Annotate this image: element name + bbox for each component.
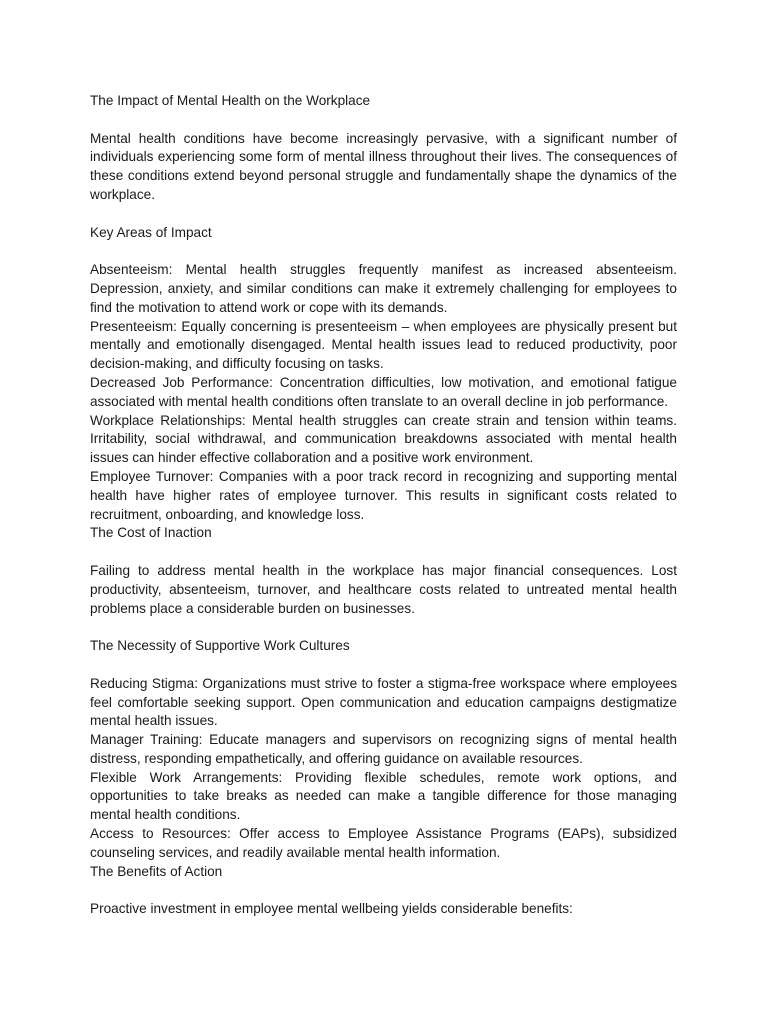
spacer bbox=[90, 242, 677, 261]
key-area-absenteeism: Absenteeism: Mental health struggles frequently manifest as increased absenteeism. Depression, anxiety, and similar conditions can make it extremely challenging for employees to find the motivation to attend work or cope with its demands. bbox=[90, 262, 677, 315]
cultures-heading: The Necessity of Supportive Work Cultures bbox=[90, 638, 350, 654]
spacer bbox=[90, 205, 677, 224]
key-area-workplace-relationships: Workplace Relationships: Mental health struggles can create strain and tension within teams. Irritability, social withdrawal, and communication breakdowns associated with mental health issues can hinder effective collaboration and a positive work environment. bbox=[90, 412, 677, 466]
spacer bbox=[90, 111, 677, 130]
benefits-heading: The Benefits of Action bbox=[90, 863, 223, 879]
culture-access-to-resources: Access to Resources: Offer access to Employee Assistance Programs (EAPs), subsidized counseling services, and readily available mental health information. bbox=[90, 826, 677, 860]
key-area-employee-turnover: Employee Turnover: Companies with a poor track record in recognizing and supporting mental health have higher rates of employee turnover. This results in significant costs related to recruitment, onboarding, and knowledge loss. bbox=[90, 468, 677, 522]
spacer bbox=[90, 543, 677, 562]
document-title: The Impact of Mental Health on the Workplace bbox=[90, 93, 371, 108]
key-area-job-performance: Decreased Job Performance: Concentration difficulties, low motivation, and emotional fatigue associated with mental health conditions often translate to an overall decline in job performance. bbox=[90, 374, 677, 409]
culture-manager-training: Manager Training: Educate managers and supervisors on recognizing signs of mental health distress, responding empathetically, and offering guidance on available resources. bbox=[90, 732, 677, 766]
cost-paragraph: Failing to address mental health in the workplace has major financial consequences. Lost productivity, absenteeism, turnover, and healthcare costs related to untreated mental health problems place a considerable burden on businesses. bbox=[90, 562, 677, 616]
spacer bbox=[90, 656, 677, 675]
spacer bbox=[90, 618, 677, 637]
benefits-paragraph: Proactive investment in employee mental wellbeing yields considerable benefits: bbox=[90, 901, 573, 917]
cost-heading: The Cost of Inaction bbox=[90, 525, 212, 541]
culture-flexible-work: Flexible Work Arrangements: Providing flexible schedules, remote work options, and opportunities to take breaks as needed can make a tangible difference for those managing mental health conditions. bbox=[90, 769, 677, 823]
key-area-presenteeism: Presenteeism: Equally concerning is presenteeism – when employees are physically present but mentally and emotionally disengaged. Mental health issues lead to reduced productivity, poor decision-making, and difficulty focusing on tasks. bbox=[90, 318, 677, 372]
document-page bbox=[90, 92, 677, 919]
culture-reducing-stigma: Reducing Stigma: Organizations must strive to foster a stigma-free workspace where employees feel comfortable seeking support. Open communication and education campaigns destigmatize mental health issues. bbox=[90, 675, 677, 729]
spacer bbox=[90, 881, 677, 900]
intro-paragraph: Mental health conditions have become increasingly pervasive, with a significant number of individuals experiencing some form of mental illness throughout their lives. The consequences of these conditions extend beyond personal struggle and fundamentally shape the dynamics of the workplace. bbox=[90, 130, 677, 202]
key-areas-heading: Key Areas of Impact bbox=[90, 224, 212, 240]
